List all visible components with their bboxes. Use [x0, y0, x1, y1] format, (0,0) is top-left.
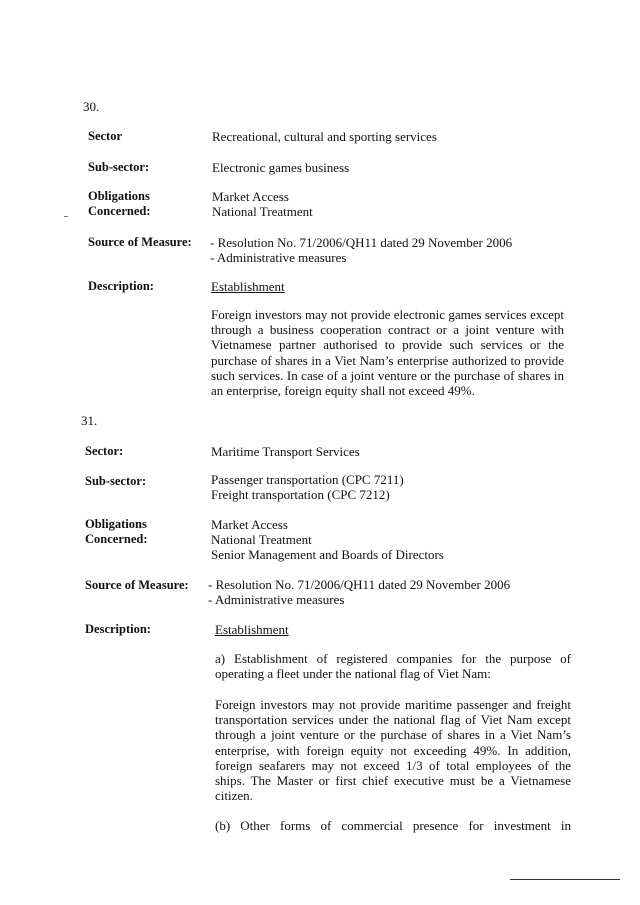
description-label: Description: — [85, 622, 151, 636]
source-value — [208, 577, 510, 607]
obligation-line: National Treatment — [212, 204, 313, 219]
obligation-line: National Treatment — [211, 532, 312, 547]
description-paragraph: a) Establishment of registered companies for the purpose of operating a fleet under the national flag of Viet Nam: — [215, 651, 571, 682]
sector-label: Sector — [88, 129, 123, 143]
footnote-rule — [510, 879, 620, 880]
source-line: - Administrative measures — [208, 592, 345, 607]
source-value — [210, 235, 512, 265]
description-label: Description: — [88, 279, 154, 293]
subsector-value — [211, 472, 404, 502]
sector-value: Recreational, cultural and sporting services — [212, 129, 437, 144]
source-label: Source of Measure: — [88, 235, 192, 249]
subsector-label: Sub-sector: — [85, 474, 147, 488]
description-paragraph: Foreign investors may not provide electronic games services except through a business cooperation contract or a joint venture with Vietnamese partner authorised to provide such services or the purchase of shares in a Viet Nam’s enterprise authorized to provide such services. In case of a joint venture or the purchase of shares in an enterprise, foreign equity shall not exceed 49%. — [211, 307, 564, 399]
description-heading: Establishment — [211, 279, 285, 294]
obligation-line: Market Access — [211, 517, 288, 532]
description-paragraph: (b) Other forms of commercial presence for investment in — [215, 818, 571, 833]
source-line: - Resolution No. 71/2006/QH11 dated 29 November 2006 — [210, 235, 513, 250]
obligations-label — [85, 517, 148, 547]
obligations-label — [88, 189, 151, 219]
source-line: - Resolution No. 71/2006/QH11 dated 29 November 2006 — [208, 577, 511, 592]
sector-label: Sector: — [85, 444, 124, 458]
subsector-line: Freight transportation (CPC 7212) — [211, 487, 390, 502]
obligations-value — [212, 189, 313, 219]
subsector-label: Sub-sector: — [88, 160, 150, 174]
sector-value: Maritime Transport Services — [211, 444, 360, 459]
subsector-line: Electronic games business — [212, 160, 350, 175]
obligation-line: Senior Management and Boards of Directors — [211, 547, 444, 562]
obligations-label-line: Concerned: — [85, 532, 148, 546]
subsector-line: Passenger transportation (CPC 7211) — [211, 472, 404, 487]
obligations-label-line: Obligations — [88, 189, 150, 203]
entry-number: 31. — [81, 413, 98, 428]
description-heading: Establishment — [215, 622, 289, 637]
obligations-value — [211, 517, 444, 562]
obligations-label-line: Obligations — [85, 517, 147, 531]
obligations-label-line: Concerned: — [88, 204, 151, 218]
subsector-value — [212, 160, 349, 175]
margin-mark — [64, 216, 68, 217]
obligation-line: Market Access — [212, 189, 289, 204]
description-paragraph: Foreign investors may not provide maritime passenger and freight transportation services under the national flag of Viet Nam except through a joint venture or the purchase of shares in a Viet Nam’s enterprise, with foreign equity not exceeding 49%. In addition, foreign seafarers may not exceed 1/3 of total employees of the ships. The Master or first chief executive must be a Vietnamese citizen. — [215, 697, 571, 804]
source-label: Source of Measure: — [85, 578, 189, 592]
source-line: - Administrative measures — [210, 250, 347, 265]
entry-number: 30. — [83, 99, 100, 114]
